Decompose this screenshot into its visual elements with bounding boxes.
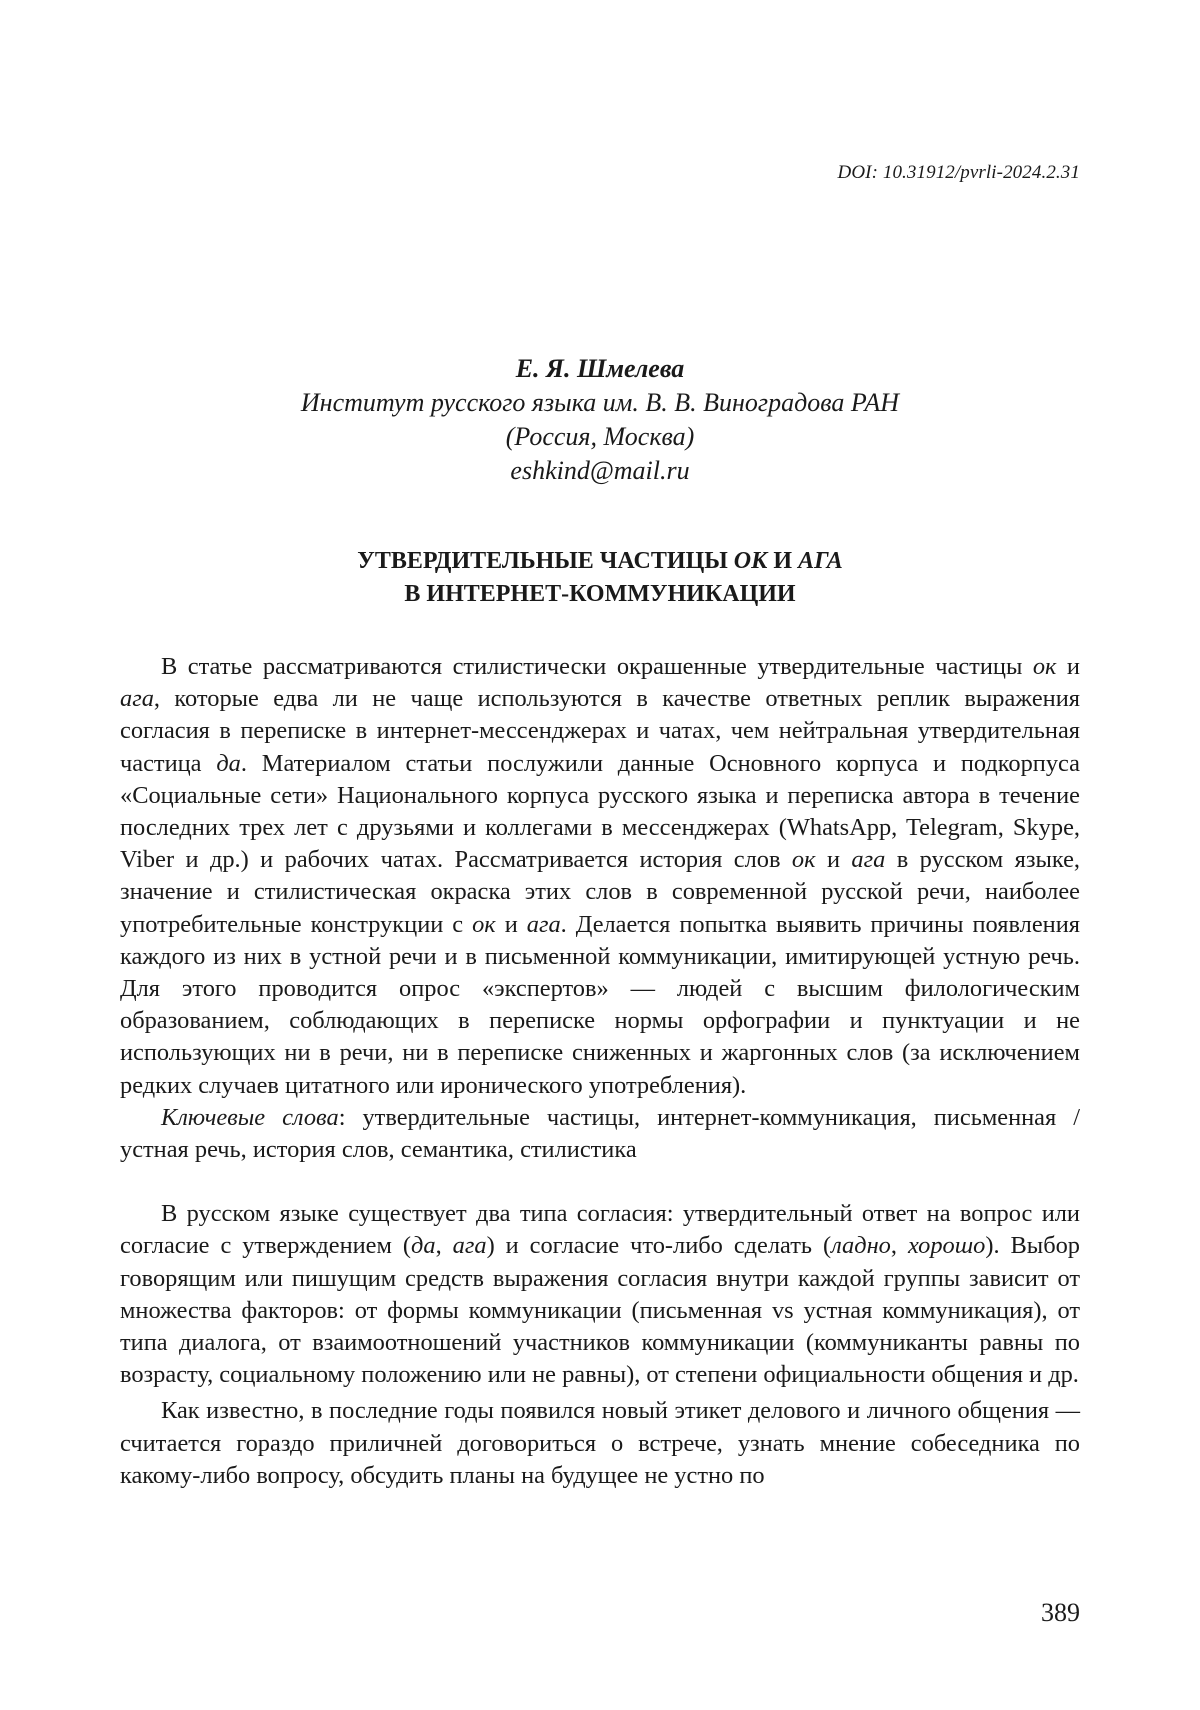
- body-text: ,: [435, 1232, 453, 1260]
- abstract-text: В статье рассматриваются стилистически окрашенные утвердительные частицы: [161, 653, 1033, 680]
- article-body: [120, 651, 1080, 1492]
- author-block: [120, 352, 1080, 488]
- page-number: 389: [1041, 1598, 1080, 1627]
- body-term: ладно: [831, 1232, 891, 1260]
- abstract-text: в русском языке, значение и стилистическая окраска этих слов в современной русской речи, наиболее употребительные конструкции с: [120, 846, 1081, 938]
- abstract-text: . Делается попытка выявить причины появления каждого из них в устной речи и в письменной коммуникации, имитирующей устную речь. Для этого проводится опрос «экспертов» — людей с высшим филологическим образованием, соблюдающих в переписке нормы орфографии и пунктуации и не использующих ни в речи, ни в переписке сниженных и жаргонных слов (за исключением редких случаев цитатного или иронического употребления).: [120, 910, 1080, 1099]
- abstract-term: ага: [851, 846, 886, 874]
- author-location: (Россия, Москва): [505, 422, 695, 451]
- body-term: хорошо: [907, 1232, 986, 1260]
- abstract-term: ок: [472, 910, 496, 938]
- author-affiliation: Институт русского языка им. В. В. Виноградова РАН: [300, 388, 900, 417]
- body-text: В русском языке существует два типа согласия: утвердительный ответ на вопрос или согласие с утверждением (: [120, 1200, 1080, 1260]
- abstract-paragraph: [120, 651, 1080, 1102]
- author-email: eshkind@mail.ru: [510, 456, 690, 485]
- abstract-text: . Материалом статьи послужили данные Основного корпуса и подкорпуса «Социальные сети» Национального корпуса русского языка и переписка автора в течение последних трех лет с друзьями и коллегами в мессенджерах (WhatsApp, Telegram, Skype, Viber и др.) и рабочих чатах. Рассматривается история слов: [120, 749, 1080, 874]
- title-line-1: [120, 545, 1080, 578]
- keywords-paragraph: [120, 1102, 1080, 1166]
- title-and: И: [767, 548, 799, 574]
- abstract-term: ок: [1032, 653, 1057, 680]
- body-paragraph-1: [120, 1198, 1080, 1391]
- abstract-term: ок: [791, 846, 816, 874]
- body-text: ) и согласие что-либо сделать (: [486, 1232, 832, 1260]
- title-text-start: УТВЕРДИТЕЛЬНЫЕ ЧАСТИЦЫ: [357, 548, 734, 574]
- body-text: ). Выбор говорящим или пишущим средств выражения согласия внутри каждой группы зависит от множества факторов: от формы коммуникации (письменная vs устная коммуникация), от типа диалога, от взаимоотношений участников коммуникации (коммуниканты равны по возрасту, социальному положению или не равны), от степени официальности общения и др.: [120, 1232, 1080, 1389]
- doi-label: DOI: 10.31912/pvrli-2024.2.31: [837, 162, 1080, 183]
- abstract-term: ага: [120, 685, 154, 713]
- abstract-text: , которые едва ли не чаще используются в качестве ответных реплик выражения согласия в переписке в интернет-мессенджерах и чатах, чем нейтральная утвердительная частица: [120, 685, 1080, 777]
- abstract-term: ага: [526, 910, 561, 938]
- abstract-text: и: [1056, 653, 1080, 680]
- body-term: ага: [452, 1232, 487, 1260]
- author-name: Е. Я. Шмелева: [515, 354, 685, 383]
- body-term: да: [411, 1232, 436, 1260]
- title-line-2: В ИНТЕРНЕТ-КОММУНИКАЦИИ: [404, 581, 796, 607]
- paper-page: [120, 0, 1080, 1710]
- body-paragraph-2: Как известно, в последние годы появился новый этикет делового и личного общения — считается гораздо приличней договориться о встрече, узнать мнение собеседника по какому-либо вопросу, обсудить планы на будущее не устно по: [120, 1397, 1080, 1489]
- title-aga: АГА: [798, 548, 843, 574]
- keywords-label: Ключевые слова: [161, 1103, 339, 1131]
- keywords-text: : утвердительные частицы, интернет-коммуникация, письменная / устная речь, история слов, семантика, стилистика: [120, 1103, 1081, 1164]
- title-ok: ОК: [733, 548, 768, 574]
- abstract-text: и: [815, 846, 852, 874]
- abstract-term: да: [216, 749, 241, 777]
- body-text: ,: [890, 1232, 908, 1260]
- abstract-text: и: [495, 910, 527, 938]
- article-title: [120, 545, 1080, 611]
